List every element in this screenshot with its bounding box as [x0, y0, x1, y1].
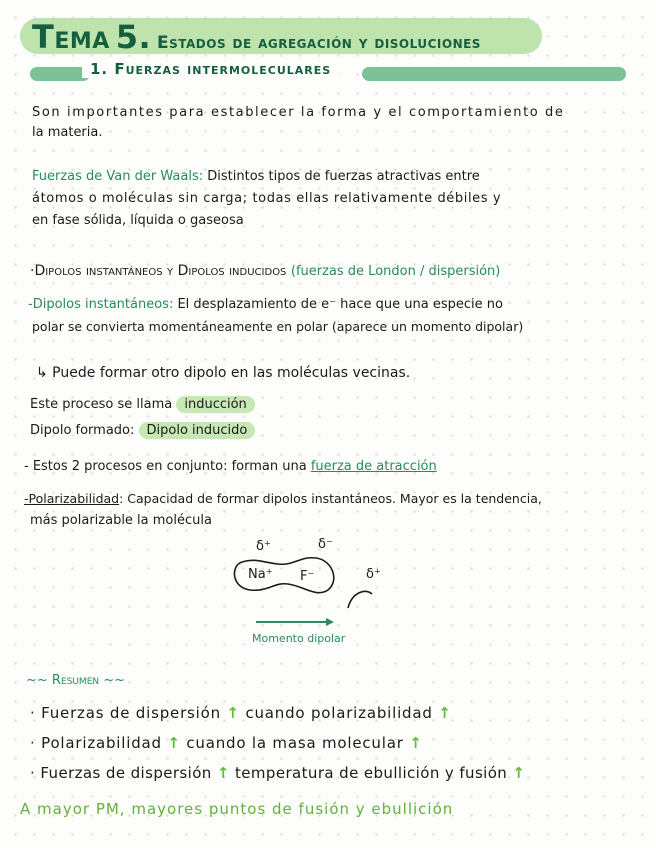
- neighbor-molecule: [348, 591, 372, 608]
- up-arrow-icon: ↑: [216, 764, 230, 782]
- dipolos-bullet: [30, 262, 500, 281]
- section-bar-left: [30, 67, 90, 81]
- tema-number: 5.: [115, 18, 152, 56]
- moment-label: Momento dipolar: [252, 632, 346, 645]
- polar-term: -Polarizabilidad: [24, 491, 120, 506]
- page-title: [20, 18, 542, 54]
- up-arrow-icon: ↑: [409, 734, 423, 752]
- inducido-line: [30, 422, 255, 440]
- resumen-item-1-a: · Fuerzas de dispersión: [30, 704, 221, 722]
- na-label: Na⁺: [248, 567, 273, 582]
- vdw-line-2: átomos o moléculas sin carga; todas ellas relativamente débiles y: [32, 191, 502, 206]
- arrow-note: ↳ Puede formar otro dipolo en las moléculas vecinas.: [36, 365, 411, 381]
- dipolos-bullet-text: ·Dipolos instantáneos y Dipolos inducidos: [30, 263, 287, 279]
- conjunto-line: [24, 458, 437, 476]
- tema-subtitle: Estados de agregación y disoluciones: [157, 33, 481, 53]
- dip-inst-text-1: El desplazamiento de e⁻ hace que una especie no: [177, 297, 503, 312]
- resumen-item-2-a: · Polarizabilidad: [30, 734, 162, 752]
- up-arrow-icon: ↑: [226, 704, 240, 722]
- conjunto-term: fuerza de atracción: [310, 459, 437, 474]
- resumen-item-1: [30, 704, 452, 722]
- polar-text-1: : Capacidad de formar dipolos instantáneos. Mayor es la tendencia,: [119, 491, 542, 506]
- intro-line-1: Son importantes para establecer la forma y el comportamiento de: [32, 105, 565, 120]
- resumen-item-3: [30, 764, 525, 782]
- resumen-item-1-b: cuando polarizabilidad: [245, 704, 433, 722]
- resumen-title: ~~ Resumen ~~: [26, 673, 126, 688]
- dip-inst-line-2: polar se convierta momentáneamente en polar (aparece un momento dipolar): [32, 319, 524, 334]
- intro-line-2: la materia.: [32, 125, 103, 140]
- inducido-term: Dipolo inducido: [139, 422, 256, 439]
- resumen-item-2: [30, 734, 423, 752]
- f-label: F⁻: [300, 569, 315, 584]
- vdw-text-1: Distintos tipos de fuerzas atractivas entre: [207, 169, 480, 184]
- section-bar-right: [362, 67, 626, 81]
- london-note: (fuerzas de London / dispersión): [290, 264, 501, 279]
- delta-plus-1: δ⁺: [256, 539, 271, 554]
- resumen-item-3-b: temperatura de ebullición y fusión: [235, 764, 508, 782]
- tema-label: Tema: [32, 18, 110, 56]
- resumen-item-2-b: cuando la masa molecular: [186, 734, 404, 752]
- polar-line-2: más polarizable la molécula: [30, 513, 212, 528]
- resumen-item-3-a: · Fuerzas de dispersión: [30, 764, 212, 782]
- delta-minus: δ⁻: [318, 537, 333, 552]
- moment-arrow-head: [326, 618, 334, 626]
- conclusion: A mayor PM, mayores puntos de fusión y ebullición: [20, 800, 454, 818]
- conjunto-prefix: - Estos 2 procesos en conjunto: forman una: [24, 459, 307, 474]
- up-arrow-icon: ↑: [512, 764, 526, 782]
- up-arrow-icon: ↑: [167, 734, 181, 752]
- vdw-term: Fuerzas de Van der Waals:: [32, 169, 204, 184]
- dip-inst-term: -Dipolos instantáneos:: [28, 297, 174, 312]
- section-heading: 1. Fuerzas intermoleculares: [82, 60, 339, 78]
- induccion-line: [30, 396, 255, 414]
- induccion-prefix: Este proceso se llama: [30, 397, 173, 412]
- delta-plus-2: δ⁺: [366, 567, 381, 582]
- dip-inst-line-1: [28, 296, 503, 314]
- up-arrow-icon: ↑: [438, 704, 452, 722]
- induccion-term: inducción: [176, 396, 254, 413]
- vdw-line-1: [32, 168, 480, 186]
- vdw-line-3: en fase sólida, líquida o gaseosa: [32, 213, 244, 228]
- polar-line-1: [24, 490, 542, 508]
- inducido-prefix: Dipolo formado:: [30, 423, 135, 438]
